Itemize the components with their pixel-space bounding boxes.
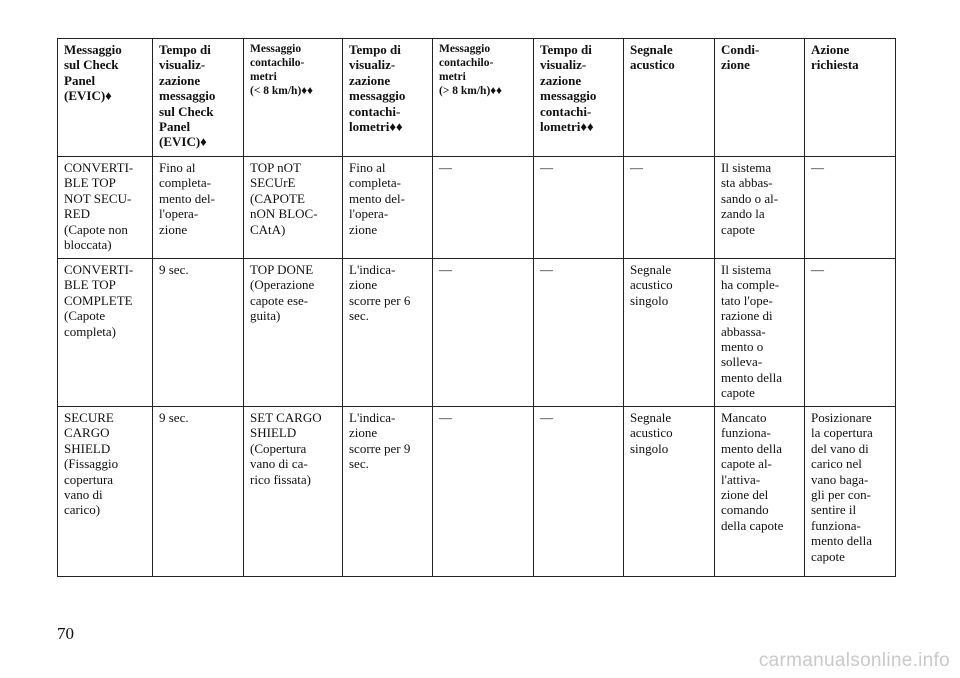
table-cell: —	[805, 157, 896, 259]
table-cell: L'indica- zione scorre per 9 sec.	[343, 407, 433, 577]
table-cell: —	[433, 259, 534, 407]
table-cell: CONVERTI- BLE TOP COMPLETE (Capote completa)	[58, 259, 153, 407]
table-cell: 9 sec.	[153, 259, 244, 407]
header-check-panel-time: Tempo di visualiz- zazione messaggio sul Check Panel (EVIC)♦	[153, 39, 244, 157]
header-action: Azione richiesta	[805, 39, 896, 157]
table-cell: SET CARGO SHIELD (Copertura vano di ca- rico fissata)	[244, 407, 343, 577]
table-cell: Mancato funziona- mento della capote al- l'attiva- zione del comando della capote	[715, 407, 805, 577]
table-row	[58, 407, 896, 577]
table-cell: TOP DONE (Operazione capote ese- guita)	[244, 259, 343, 407]
table-cell: Segnale acustico singolo	[624, 259, 715, 407]
table-row	[58, 259, 896, 407]
table-cell: —	[534, 259, 624, 407]
table-cell: SECURE CARGO SHIELD (Fissaggio copertura vano di carico)	[58, 407, 153, 577]
header-condition: Condi- zione	[715, 39, 805, 157]
table-cell: Fino al completa- mento del- l'opera- zione	[153, 157, 244, 259]
message-table	[57, 38, 896, 577]
table-row	[58, 157, 896, 259]
page-number: 70	[57, 624, 74, 643]
table-header-row	[58, 39, 896, 157]
table-cell: —	[534, 157, 624, 259]
table-cell: —	[805, 259, 896, 407]
header-odometer-time-low: Tempo di visualiz- zazione messaggio contachi- lometri♦♦	[343, 39, 433, 157]
header-odometer-time-high: Tempo di visualiz- zazione messaggio contachi- lometri♦♦	[534, 39, 624, 157]
table-cell: —	[624, 157, 715, 259]
table-cell: Il sistema ha comple- tato l'ope- razione di abbassa- mento o solleva- mento della capote	[715, 259, 805, 407]
table-cell: Il sistema sta abbas- sando o al- zando la capote	[715, 157, 805, 259]
header-odometer-message-low: Messaggio contachilo- metri (< 8 km/h)♦♦	[244, 39, 343, 157]
table-cell: Posizionare la copertura del vano di carico nel vano baga- gli per con- sentire il funziona- mento della capote	[805, 407, 896, 577]
header-odometer-message-high: Messaggio contachilo- metri (> 8 km/h)♦♦	[433, 39, 534, 157]
table-cell: 9 sec.	[153, 407, 244, 577]
header-check-panel-message: Messaggio sul Check Panel (EVIC)♦	[58, 39, 153, 157]
watermark: carmanualsonline.info	[758, 650, 950, 671]
table-cell: —	[433, 407, 534, 577]
table-cell: TOP nOT SECUrE (CAPOTE nON BLOC- CAtA)	[244, 157, 343, 259]
table-cell: Segnale acustico singolo	[624, 407, 715, 577]
table-cell: Fino al completa- mento del- l'opera- zione	[343, 157, 433, 259]
table-cell: —	[534, 407, 624, 577]
table-cell: L'indica- zione scorre per 6 sec.	[343, 259, 433, 407]
table-cell: CONVERTI- BLE TOP NOT SECU- RED (Capote non bloccata)	[58, 157, 153, 259]
table-cell: —	[433, 157, 534, 259]
header-chime: Segnale acustico	[624, 39, 715, 157]
